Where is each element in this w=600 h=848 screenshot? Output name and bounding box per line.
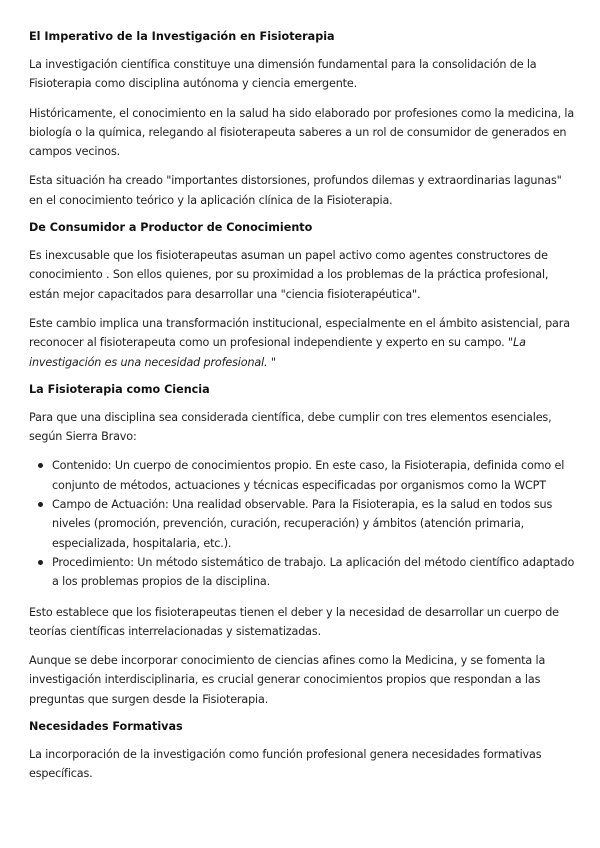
list-item-text: Contenido: Un cuerpo de conocimientos propio. En este caso, la Fisioterapia, definida como el conjunto de métodos, actuaciones y técnicas especificadas por organismos como la WCPT bbox=[52, 459, 565, 492]
paragraph-text: Este cambio implica una transformación institucional, especialmente en el ámbito asistencial, para reconocer al fisioterapeuta como un profesional independiente y experto en su campo. bbox=[29, 316, 570, 350]
bullet-icon bbox=[38, 463, 43, 468]
section-fisioterapia-ciencia bbox=[29, 382, 578, 709]
paragraph: La incorporación de la investigación como función profesional genera necesidades formativas específicas. bbox=[29, 748, 542, 781]
paragraph: Para que una disciplina sea considerada científica, debe cumplir con tres elementos esenciales, según Sierra Bravo: bbox=[29, 410, 552, 444]
italic-quote: "La investigación es una necesidad profesional. " bbox=[29, 336, 526, 369]
paragraph: Esto establece que los fisioterapeutas tienen el deber y la necesidad de desarrollar un cuerpo de teorías científicas interrelacionadas y sistematizadas. bbox=[29, 605, 559, 638]
elements-list bbox=[29, 456, 578, 591]
list-item-text: Campo de Actuación: Una realidad observable. Para la Fisioterapia, es la salud en todos sus niveles (promoción, prevención, curación, recuperación) y ámbitos (atención primaria, especializada, hospitalaria, etc.). bbox=[52, 498, 553, 550]
list-item-text: Procedimiento: Un método sistemático de trabajo. La aplicación del método científico adaptado a los problemas propios de la disciplina. bbox=[52, 555, 575, 589]
paragraph: Es inexcusable que los fisioterapeutas asuman un papel activo como agentes constructores de conocimiento . Son ellos quienes, por su proximidad a los problemas de la práctica profesional, están mejor capacitados para desarrollar una "ciencia fisioterapéutica". bbox=[29, 249, 549, 301]
section-consumidor-productor bbox=[29, 220, 578, 372]
paragraph: Esta situación ha creado "importantes distorsiones, profundos dilemas y extraordinarias lagunas" en el conocimiento teórico y la aplicación clínica de la Fisioterapia. bbox=[29, 174, 562, 207]
paragraph: Aunque se debe incorporar conocimiento de ciencias afines como la Medicina, y se fomenta la investigación interdisciplinaria, es crucial generar conocimientos propios que respondan a las preguntas que surgen desde la Fisioterapia. bbox=[29, 654, 546, 706]
section-heading: De Consumidor a Productor de Conocimiento bbox=[29, 221, 313, 235]
paragraph: Históricamente, el conocimiento en la salud ha sido elaborado por profesiones como la medicina, la biología o la química, relegando al fisioterapeuta saberes a un rol de consumidor de generados en campos vecinos. bbox=[29, 106, 575, 159]
bullet-icon bbox=[38, 560, 43, 565]
paragraph: La investigación científica constituye una dimensión fundamental para la consolidación de la Fisioterapia como disciplina autónoma y ciencia emergente. bbox=[29, 58, 537, 91]
list-item bbox=[52, 553, 578, 592]
list-item bbox=[52, 456, 578, 495]
section-heading: La Fisioterapia como Ciencia bbox=[29, 382, 210, 396]
bullet-icon bbox=[38, 502, 43, 507]
section-imperativo bbox=[29, 29, 578, 210]
paragraph-with-quote bbox=[29, 314, 578, 372]
section-necesidades-formativas bbox=[29, 719, 578, 784]
section-heading: El Imperativo de la Investigación en Fisioterapia bbox=[29, 30, 335, 43]
section-heading: Necesidades Formativas bbox=[29, 720, 183, 734]
list-item bbox=[52, 495, 578, 553]
